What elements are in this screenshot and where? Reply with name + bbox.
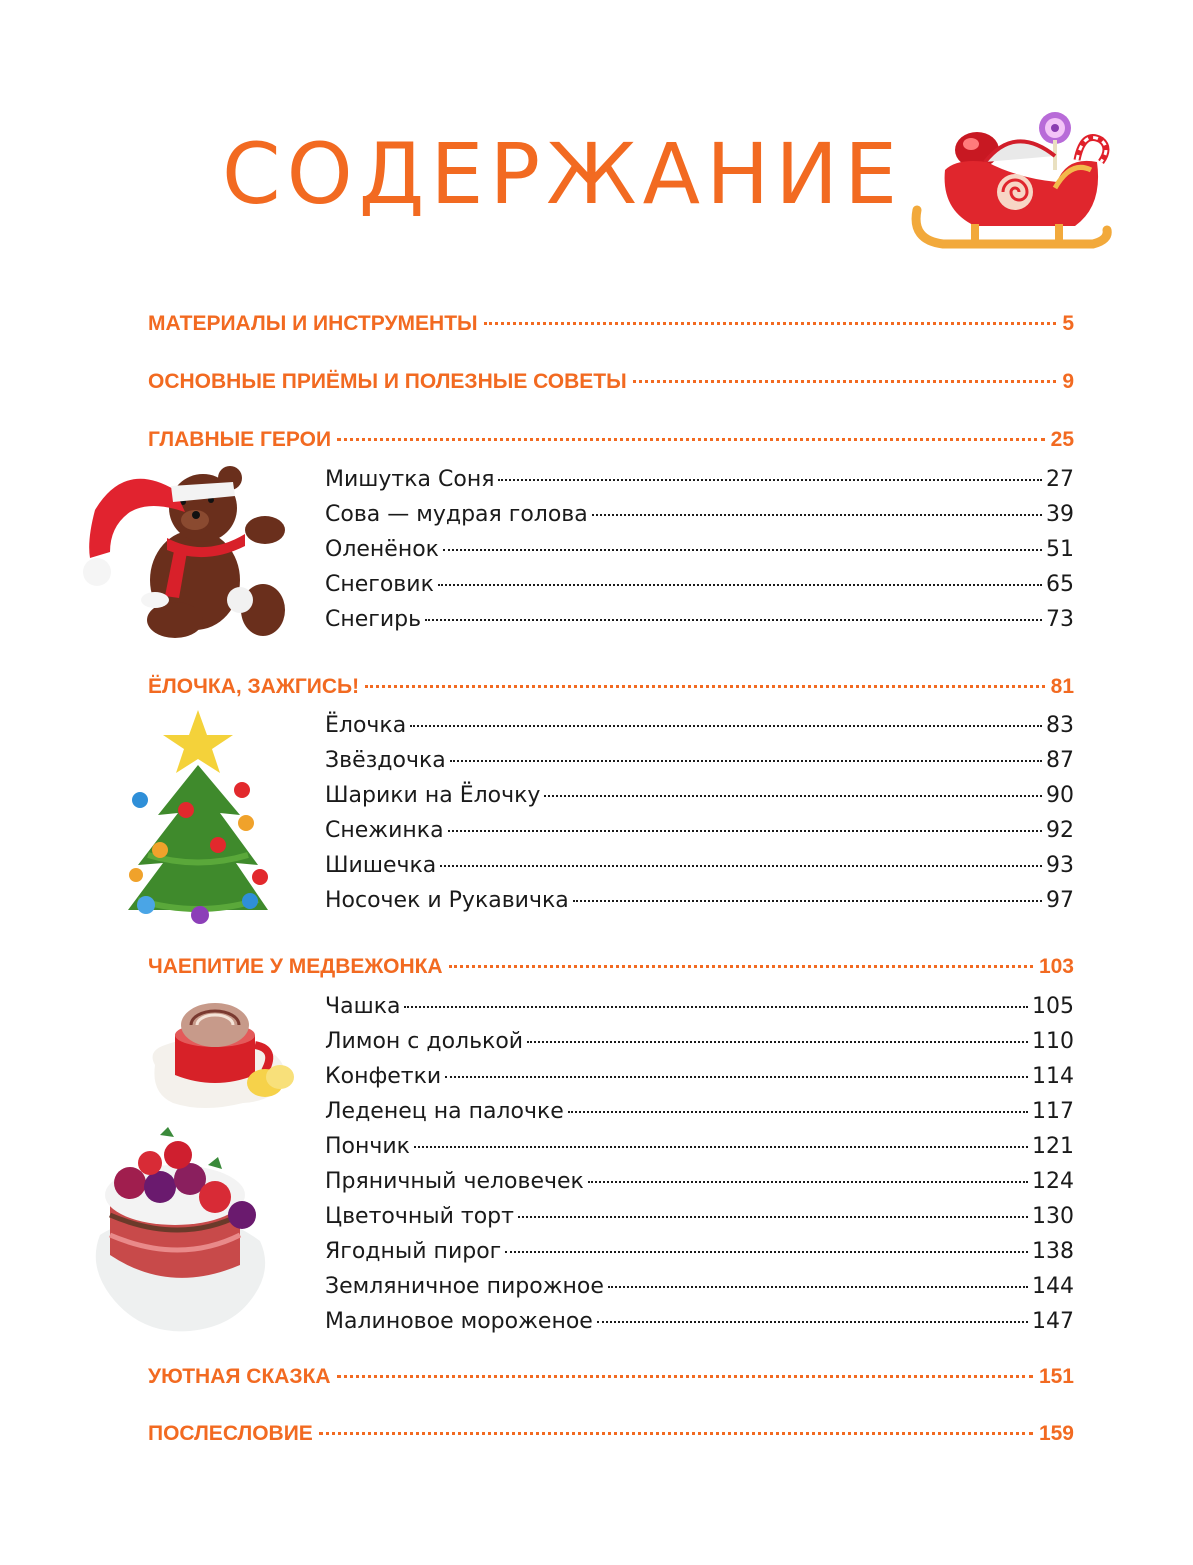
toc-leader-dots: [365, 685, 1045, 688]
toc-entry-label: Земляничное пирожное: [325, 1274, 604, 1299]
toc-entry[interactable]: [325, 853, 1074, 878]
toc-section-label: ПОСЛЕСЛОВИЕ: [148, 1422, 313, 1445]
toc-entry-label: Звёздочка: [325, 748, 446, 773]
toc-leader-dots: [573, 900, 1042, 902]
toc-section-tree[interactable]: [148, 675, 1074, 699]
toc-entry[interactable]: [325, 1309, 1074, 1334]
toc-entry[interactable]: [325, 1274, 1074, 1299]
toc-page-number: 105: [1032, 994, 1074, 1019]
toc-page-number: 25: [1050, 428, 1074, 451]
toc-page-number: 130: [1032, 1204, 1074, 1229]
toc-entry-label: Снеговик: [325, 572, 434, 597]
toc-page-number: 121: [1032, 1134, 1074, 1159]
toc-entry-label: Носочек и Рукавичка: [325, 888, 569, 913]
berry-cake-toy-icon: [90, 1125, 270, 1340]
toc-entry[interactable]: [325, 502, 1074, 527]
toc-page-number: 51: [1046, 537, 1074, 562]
toc-leader-dots: [498, 479, 1042, 481]
toc-leader-dots: [410, 725, 1042, 727]
toc-entry[interactable]: [325, 1204, 1074, 1229]
toc-entry-label: Ягодный пирог: [325, 1239, 502, 1264]
toc-leader-dots: [633, 380, 1057, 383]
toc-entry-label: Снегирь: [325, 607, 422, 632]
toc-entry-label: Сова — мудрая голова: [325, 502, 588, 527]
toc-section-techniques[interactable]: [148, 370, 1074, 394]
toc-entry[interactable]: [325, 572, 1074, 597]
toc-leader-dots: [518, 1216, 1028, 1218]
toc-page-number: 92: [1046, 818, 1074, 843]
toc-entry-label: Пончик: [325, 1134, 410, 1159]
toc-leader-dots: [449, 965, 1033, 968]
toc-leader-dots: [568, 1111, 1028, 1113]
toc-leader-dots: [608, 1286, 1028, 1288]
toc-entry-label: Леденец на палочке: [325, 1099, 564, 1124]
toc-page-number: 90: [1046, 783, 1074, 808]
toc-leader-dots: [592, 514, 1042, 516]
toc-leader-dots: [337, 438, 1045, 441]
toc-entry[interactable]: [325, 1064, 1074, 1089]
toc-leader-dots: [505, 1251, 1028, 1253]
christmas-tree-toy-icon: [118, 705, 278, 930]
toc-section-label: ГЛАВНЫЕ ГЕРОИ: [148, 428, 332, 451]
toc-page-number: 114: [1032, 1064, 1074, 1089]
toc-section-afterword[interactable]: [148, 1422, 1074, 1446]
toc-entry-label: Лимон с долькой: [325, 1029, 524, 1054]
toc-page-number: 159: [1038, 1422, 1074, 1445]
toc-section-label: МАТЕРИАЛЫ И ИНСТРУМЕНТЫ: [148, 312, 478, 335]
toc-section-label: ЁЛОЧКА, ЗАЖГИСЬ!: [148, 675, 360, 698]
toc-entry[interactable]: [325, 607, 1074, 632]
toc-section-label: ЧАЕПИТИЕ У МЕДВЕЖОНКА: [148, 955, 443, 978]
toc-page-number: 110: [1032, 1029, 1074, 1054]
toc-section-tea[interactable]: [148, 955, 1074, 979]
toc-entry[interactable]: [325, 1029, 1074, 1054]
toc-leader-dots: [484, 322, 1057, 325]
page-title: СОДЕРЖАНИЕ: [222, 125, 904, 223]
toc-section-label: УЮТНАЯ СКАЗКА: [148, 1365, 331, 1388]
toc-page-number: 138: [1032, 1239, 1074, 1264]
toc-page-number: 87: [1046, 748, 1074, 773]
toc-leader-dots: [597, 1321, 1028, 1323]
toc-entry-label: Шишечка: [325, 853, 437, 878]
toc-entry[interactable]: [325, 1134, 1074, 1159]
toc-section-materials[interactable]: [148, 312, 1074, 336]
toc-entry-label: Оленёнок: [325, 537, 439, 562]
toc-leader-dots: [544, 795, 1042, 797]
toc-entry-label: Малиновое мороженое: [325, 1309, 593, 1334]
toc-entry[interactable]: [325, 713, 1074, 738]
toc-page-number: 27: [1046, 467, 1074, 492]
toc-section-heroes[interactable]: [148, 428, 1074, 452]
toc-leader-dots: [450, 760, 1042, 762]
toc-page-number: 144: [1032, 1274, 1074, 1299]
toc-entry-label: Чашка: [325, 994, 401, 1019]
toc-entry[interactable]: [325, 1099, 1074, 1124]
toc-entry[interactable]: [325, 748, 1074, 773]
toc-leader-dots: [445, 1076, 1028, 1078]
toc-leader-dots: [337, 1375, 1033, 1378]
toc-leader-dots: [448, 830, 1042, 832]
toc-leader-dots: [527, 1041, 1028, 1043]
toc-leader-dots: [404, 1006, 1028, 1008]
toc-entry-label: Конфетки: [325, 1064, 442, 1089]
teacup-toy-icon: [145, 995, 300, 1125]
toc-entry-label: Снежинка: [325, 818, 444, 843]
toc-entry[interactable]: [325, 783, 1074, 808]
toc-page-number: 124: [1032, 1169, 1074, 1194]
toc-page-number: 39: [1046, 502, 1074, 527]
toc-leader-dots: [319, 1432, 1033, 1435]
toc-entry-label: Шарики на Ёлочку: [325, 783, 541, 808]
toc-entry[interactable]: [325, 537, 1074, 562]
toc-entry[interactable]: [325, 1169, 1074, 1194]
toc-entry[interactable]: [325, 1239, 1074, 1264]
toc-page-number: 73: [1046, 607, 1074, 632]
toc-section-label: ОСНОВНЫЕ ПРИЁМЫ И ПОЛЕЗНЫЕ СОВЕТЫ: [148, 370, 627, 393]
bear-toy-icon: [75, 460, 300, 645]
toc-leader-dots: [443, 549, 1042, 551]
toc-entry[interactable]: [325, 467, 1074, 492]
toc-page-number: 93: [1046, 853, 1074, 878]
toc-page-number: 5: [1062, 312, 1074, 335]
toc-page-number: 151: [1038, 1365, 1074, 1388]
toc-entry[interactable]: [325, 994, 1074, 1019]
toc-page-number: 97: [1046, 888, 1074, 913]
toc-entry-label: Мишутка Соня: [325, 467, 495, 492]
toc-entry[interactable]: [325, 818, 1074, 843]
toc-leader-dots: [414, 1146, 1028, 1148]
toc-section-tale[interactable]: [148, 1365, 1074, 1389]
toc-entry-label: Ёлочка: [325, 713, 407, 738]
toc-entry[interactable]: [325, 888, 1074, 913]
sleigh-icon: [905, 100, 1115, 260]
toc-page-number: 103: [1038, 955, 1074, 978]
toc-entry-label: Пряничный человечек: [325, 1169, 584, 1194]
toc-entry-label: Цветочный торт: [325, 1204, 514, 1229]
toc-leader-dots: [440, 865, 1042, 867]
toc-leader-dots: [425, 619, 1042, 621]
toc-page-number: 83: [1046, 713, 1074, 738]
toc-page-number: 117: [1032, 1099, 1074, 1124]
toc-leader-dots: [588, 1181, 1028, 1183]
toc-page-number: 81: [1050, 675, 1074, 698]
toc-page-number: 9: [1062, 370, 1074, 393]
toc-page-number: 65: [1046, 572, 1074, 597]
toc-leader-dots: [438, 584, 1042, 586]
toc-page-number: 147: [1032, 1309, 1074, 1334]
